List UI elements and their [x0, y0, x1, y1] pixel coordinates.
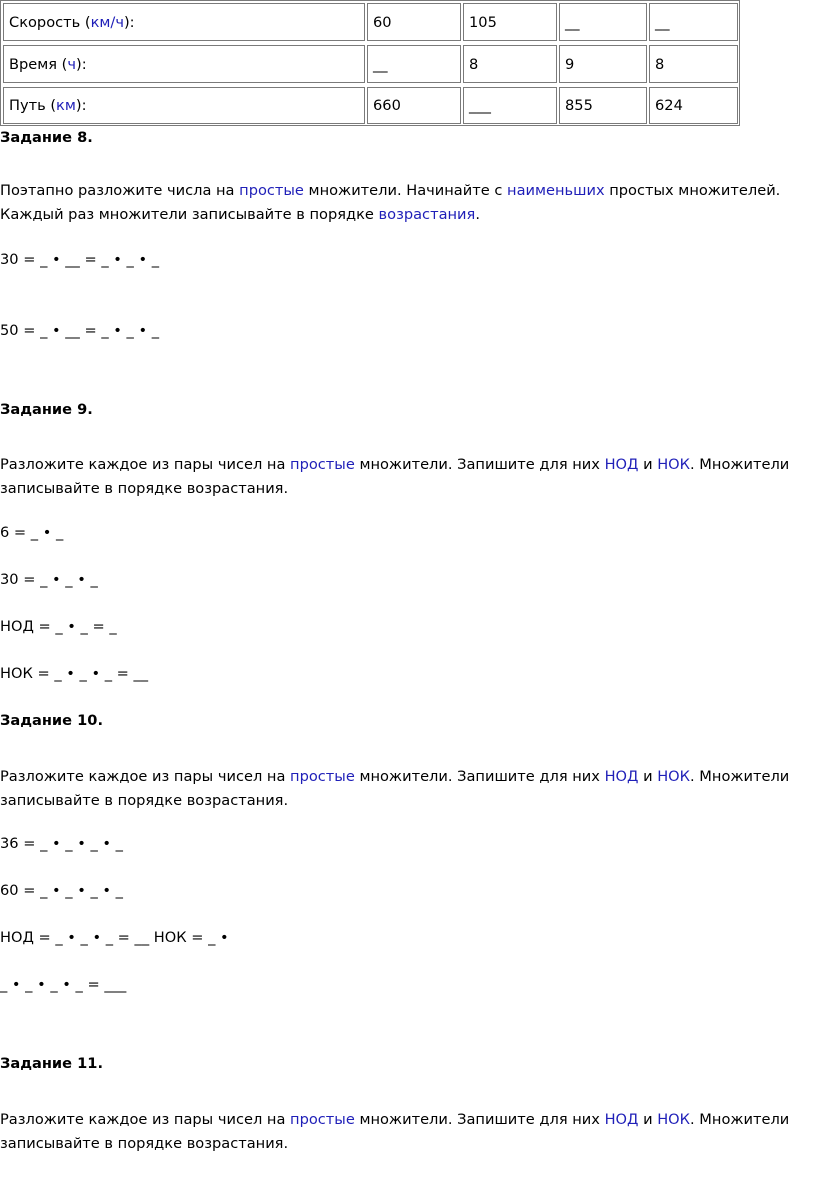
task8-equation-2: 50 = _ • __ = _ • _ • _ — [0, 322, 160, 339]
table-cell: __ — [649, 3, 738, 41]
row-label: Путь ( км ): — [3, 87, 365, 124]
link-nok[interactable]: НОК — [657, 768, 691, 785]
unit-link[interactable]: км/ч — [90, 13, 124, 31]
task10-equation-1: 36 = _ • _ • _ • _ — [0, 835, 123, 852]
task8-title: Задание 8. — [0, 129, 93, 146]
table-cell: 8 — [463, 45, 557, 83]
link-prostye[interactable]: простые — [239, 182, 304, 199]
link-prostye[interactable]: простые — [290, 456, 355, 473]
table-cell: 105 — [463, 3, 557, 41]
link-prostye[interactable]: простые — [290, 1111, 355, 1128]
task9-equation-nod: НОД = _ • _ = _ — [0, 618, 117, 635]
link-naimenshih[interactable]: наименьших — [507, 182, 605, 199]
task8-equation-1: 30 = _ • __ = _ • _ • _ — [0, 251, 160, 268]
task10-text-line1: Разложите каждое из пары чисел на простые множители. Запишите для них НОД и НОК. Множители — [0, 768, 790, 785]
table-cell: ___ — [463, 87, 557, 124]
task10-title: Задание 10. — [0, 712, 103, 729]
table-cell: 9 — [559, 45, 647, 83]
task9-equation-1: 6 = _ • _ — [0, 524, 64, 541]
table-row — [1, 43, 739, 85]
table-cell: 8 — [649, 45, 738, 83]
link-nod[interactable]: НОД — [604, 1111, 639, 1128]
link-nok[interactable]: НОК — [657, 456, 691, 473]
table-row — [1, 1, 739, 43]
table-cell: 60 — [367, 3, 461, 41]
link-prostye[interactable]: простые — [290, 768, 355, 785]
task10-equation-nod: НОД = _ • _ • _ = __ НОК = _ • — [0, 929, 229, 946]
unit-link[interactable]: ч — [67, 55, 76, 73]
table-cell: __ — [367, 45, 461, 83]
task8-text-line1: Поэтапно разложите числа на простые множители. Начинайте с наименьших простых множителей. — [0, 182, 781, 199]
table-row — [1, 85, 739, 126]
table-cell: __ — [559, 3, 647, 41]
task10-equation-2: 60 = _ • _ • _ • _ — [0, 882, 123, 899]
task11-text-line1: Разложите каждое из пары чисел на простые множители. Запишите для них НОД и НОК. Множители — [0, 1111, 790, 1128]
task9-title: Задание 9. — [0, 401, 93, 418]
link-nok[interactable]: НОК — [657, 1111, 691, 1128]
task10-text-line2: записывайте в порядке возрастания. — [0, 792, 289, 809]
link-nod[interactable]: НОД — [604, 456, 639, 473]
task9-text-line1: Разложите каждое из пары чисел на простые множители. Запишите для них НОД и НОК. Множители — [0, 456, 790, 473]
row-label: Скорость ( км/ч ): — [3, 3, 365, 41]
task9-text-line2: записывайте в порядке возрастания. — [0, 480, 289, 497]
link-vozrastaniya[interactable]: возрастания — [378, 206, 476, 223]
unit-link[interactable]: км — [56, 97, 76, 114]
task9-equation-2: 30 = _ • _ • _ — [0, 571, 98, 588]
table-cell: 855 — [559, 87, 647, 124]
task10-equation-nok: _ • _ • _ • _ = ___ — [0, 976, 127, 993]
task11-title: Задание 11. — [0, 1055, 103, 1072]
row-label: Время ( ч ): — [3, 45, 365, 83]
table-cell: 660 — [367, 87, 461, 124]
task11-text-line2: записывайте в порядке возрастания. — [0, 1135, 289, 1152]
link-nod[interactable]: НОД — [604, 768, 639, 785]
task9-equation-nok: НОК = _ • _ • _ = __ — [0, 665, 149, 682]
task8-text-line2: Каждый раз множители записывайте в порядке возрастания. — [0, 206, 480, 223]
table-cell: 624 — [649, 87, 738, 124]
data-table — [0, 0, 740, 126]
